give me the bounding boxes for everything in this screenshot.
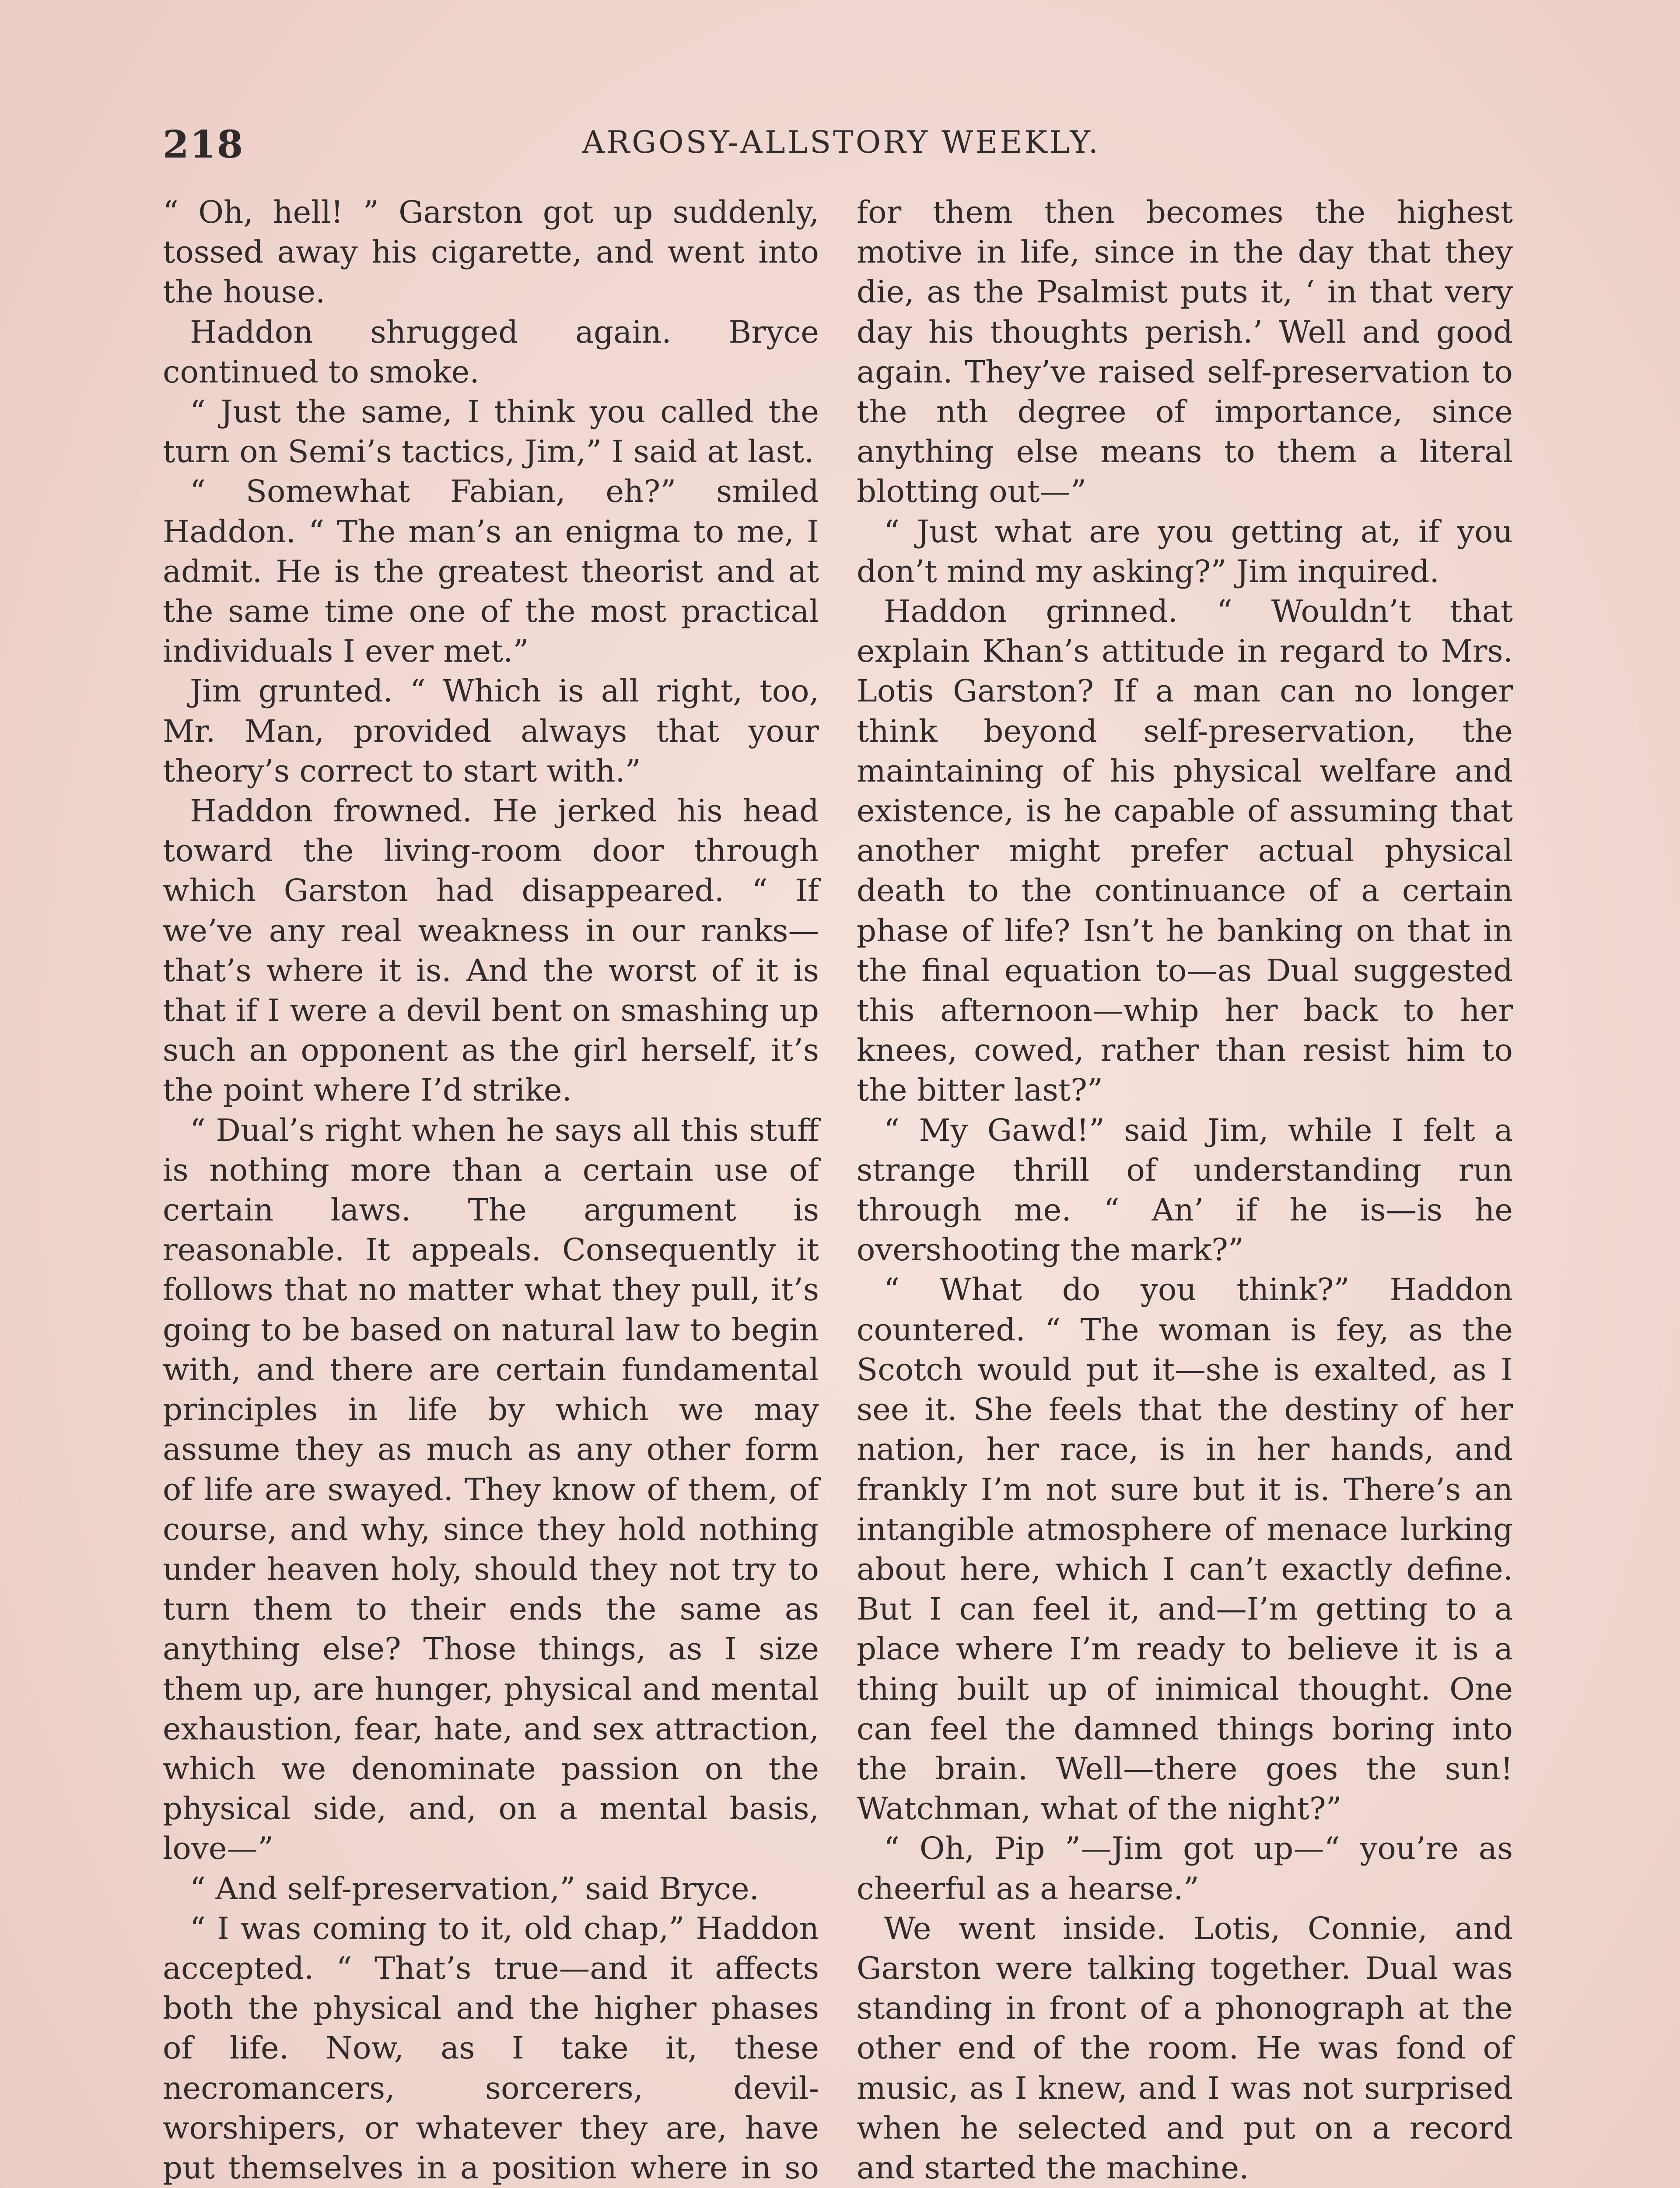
paragraph: Haddon frowned. He jerked his head toward the living-room door through which Garston had disappeared. “ If we’ve any real weakness in our ranks—that’s where it is. And the worst of it is that if I were a devil bent on smashing up such an opponent as the girl herself, it’s the point where I’d strike.: [163, 793, 819, 1108]
paragraph: for them then becomes the highest motive in life, since in the day that they die, as the Psalmist puts it, ‘ in that very day his thoughts perish.’ Well and good again. They’ve raised self-preservation to the nth degree of importance, since anything else means to them a literal blotting out—”: [857, 194, 1513, 510]
paragraph: “ Oh, Pip ”—Jim got up—“ you’re as cheerful as a hearse.”: [857, 1830, 1513, 1907]
paragraph: “ Oh, hell! ” Garston got up suddenly, tossed away his cigarette, and went into the house.: [163, 194, 819, 310]
paragraph: “ Just what are you getting at, if you don’t mind my asking?” Jim inquired.: [857, 513, 1513, 589]
paragraph: “ And self-preservation,” said Bryce.: [190, 1870, 760, 1907]
paragraph: “ What do you think?” Haddon countered. “ The woman is fey, as the Scotch would put it—she is exalted, as I see it. She feels that the destiny of her nation, her race, is in her hands, and frankly I’m not sure but it is. There’s an intangible atmosphere of menace lurking about here, which I can’t exactly define. But I can feel it, and—I’m getting to a place where I’m ready to believe it is a thing built up of inimical thought. One can feel the damned things boring into the brain. Well—there goes the sun! Watchman, what of the night?”: [857, 1272, 1513, 1827]
paragraph: “ Dual’s right when he says all this stuff is nothing more than a certain use of certain laws. The argument is reasonable. It appeals. Consequently it follows that no matter what they pull, it’s going to be based on natural law to begin with, and there are certain fundamental principles in life by which we may assume they as much as any other form of life are swayed. They know of them, of course, and why, since they hold nothing under heaven holy, should they not try to turn them to their ends the same as anything else? Those things, as I size them up, are hunger, physical and mental exhaustion, fear, hate, and sex attraction, which we denominate passion on the physical side, and, on a mental basis, love—”: [163, 1112, 819, 1867]
paragraph: “ I was coming to it, old chap,” Haddon accepted. “ That’s true—and it affects both the physical and the higher phases of life. Now, as I take it, these necromancers, sorcerers, devil-worshipers, or whatever they are, have put themselves in a position where in so: [163, 1910, 819, 2186]
paragraph: “ Just the same, I think you called the turn on Semi’s tactics, Jim,” I said at last.: [163, 394, 819, 470]
running-title: ARGOSY-ALLSTORY WEEKLY.: [582, 124, 1101, 160]
left-column: [163, 193, 819, 2188]
paragraph: Haddon grinned. “ Wouldn’t that explain Khan’s attitude in regard to Mrs. Lotis Garston? If a man can no longer think beyond self-preservation, the maintaining of his physical welfare and existence, is he capable of assuming that another might prefer actual physical death to the continuance of a certain phase of life? Isn’t he banking on that in the final equation to—as Dual suggested this afternoon—whip her back to her knees, cowed, rather than resist him to the bitter last?”: [857, 593, 1513, 1108]
page-header: [163, 123, 1520, 179]
paragraph: Jim grunted. “ Which is all right, too, Mr. Man, provided always that your theory’s correct to start with.”: [163, 673, 819, 789]
right-column: [857, 193, 1513, 2188]
paragraph: We went inside. Lotis, Connie, and Garston were talking together. Dual was standing in front of a phonograph at the other end of the room. He was fond of music, as I knew, and I was not surprised when he selected and put on a record and started the machine.: [857, 1910, 1513, 2186]
paragraph: “ Somewhat Fabian, eh?” smiled Haddon. “ The man’s an enigma to me, I admit. He is the greatest theorist and at the same time one of the most practical individuals I ever met.”: [163, 473, 819, 670]
paragraph: “ My Gawd!” said Jim, while I felt a strange thrill of understanding run through me. “ An’ if he is—is he overshooting the mark?”: [857, 1112, 1513, 1268]
page-number: 218: [163, 123, 244, 167]
paragraph: Haddon shrugged again. Bryce continued to smoke.: [163, 314, 819, 390]
